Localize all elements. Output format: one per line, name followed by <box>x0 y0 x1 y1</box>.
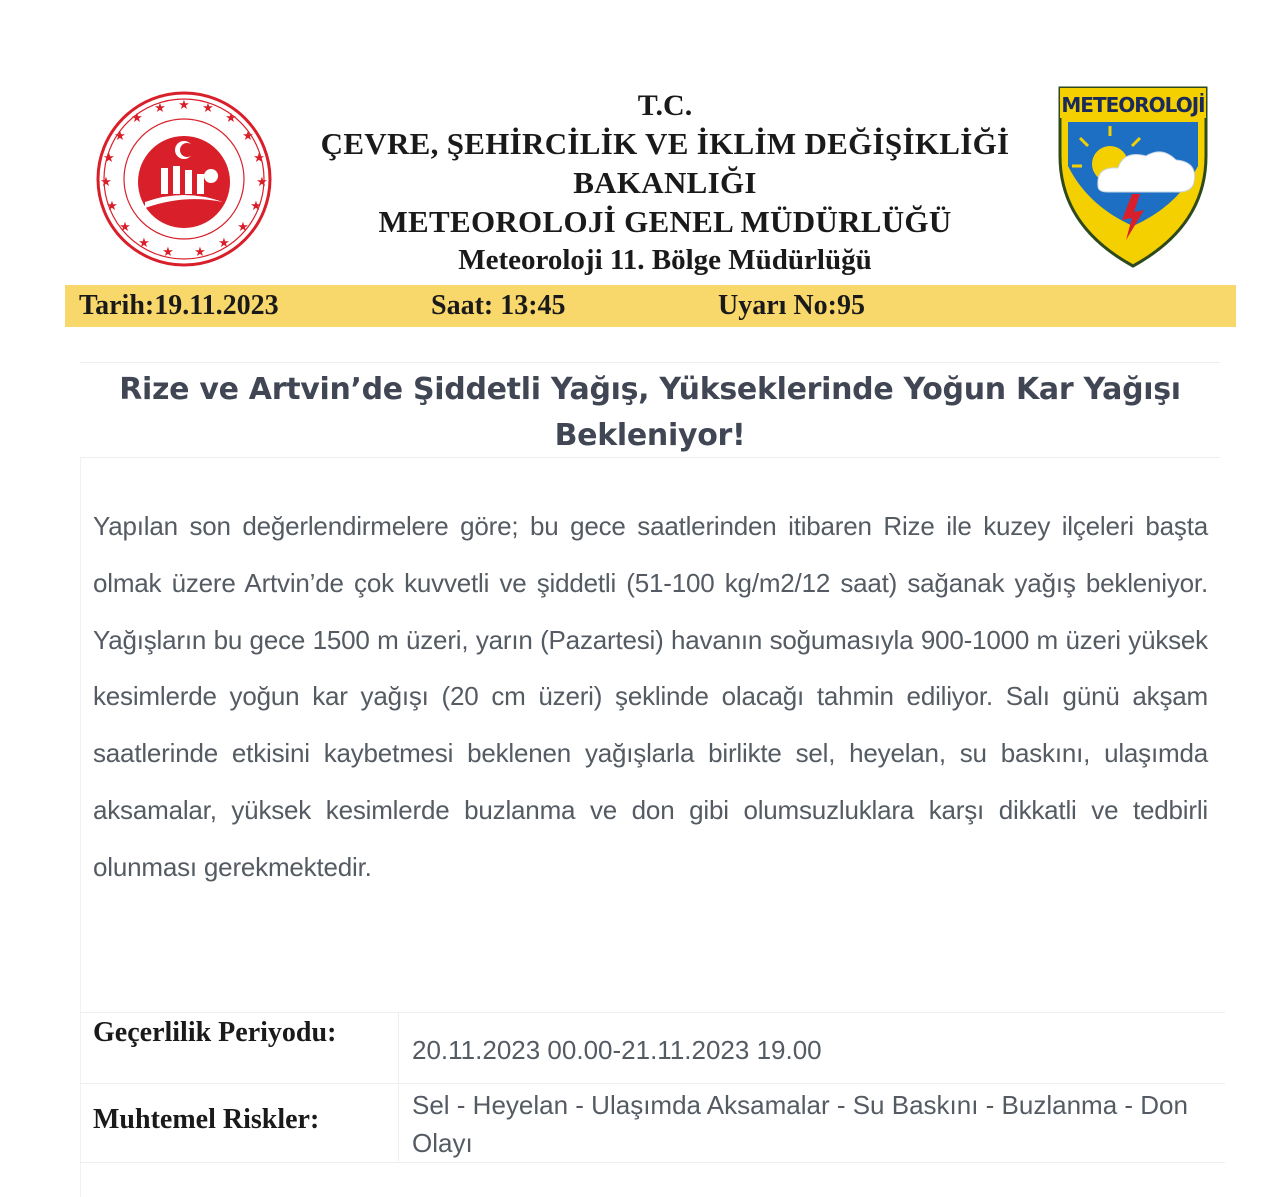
svg-text:★: ★ <box>114 129 126 144</box>
warning-title <box>80 362 1220 458</box>
header-tc: T.C. <box>637 89 693 122</box>
svg-text:★: ★ <box>194 245 206 260</box>
svg-text:★: ★ <box>178 98 190 113</box>
ministry-seal-logo <box>95 90 273 268</box>
svg-text:★: ★ <box>106 199 118 214</box>
details-table <box>80 1012 1225 1163</box>
svg-text:★: ★ <box>250 199 262 214</box>
logo-label: METEOROLOJİ <box>1061 93 1205 117</box>
svg-text:★: ★ <box>202 101 214 116</box>
svg-text:★: ★ <box>242 129 254 144</box>
time-label: Saat: 13:45 <box>431 290 566 321</box>
date-label: Tarih:19.11.2023 <box>79 290 279 321</box>
header-ministry-line2: BAKANLIĞI <box>573 165 757 200</box>
header-regional: Meteoroloji 11. Bölge Müdürlüğü <box>458 244 872 276</box>
svg-text:★: ★ <box>119 220 131 235</box>
warning-body: Yapılan son değerlendirmelere göre; bu gece saatlerinden itibaren Rize ile kuzey ilçeleri başta olmak üzere Artvin’de çok kuvvetli ve şiddetli (51-100 kg/m2/12 saat) sağanak yağış bekleniyor. Yağışların bu gece 1500 m üzeri, yarın (Pazartesi) havanın soğumasıyla 900-1000 m üzeri yüksek kesimlerde yoğun kar yağışı (20 cm üzeri) şeklinde olacağı tahmin ediliyor. Salı günü akşam saatlerinde etkisini kaybetmesi beklenen yağışlarla birlikte sel, heyelan, su baskını, ulaşımda aksamalar, yüksek kesimlerde buzlanma ve don gibi olumsuzluklara karşı dikkatli ve tedbirli olunması gerekmektedir. <box>93 511 1208 882</box>
svg-text:★: ★ <box>253 151 265 166</box>
risks-row <box>80 1083 1225 1163</box>
svg-text:★: ★ <box>225 111 237 126</box>
risks-value: Sel - Heyelan - Ulaşımda Aksamalar - Su Baskını - Buzlanma - Don Olayı <box>412 1090 1188 1158</box>
header-ministry-line1: ÇEVRE, ŞEHİRCİLİK VE İKLİM DEĞİŞİKLİĞİ <box>320 126 1010 161</box>
svg-text:★: ★ <box>154 101 166 116</box>
svg-text:★: ★ <box>256 175 268 190</box>
document-header <box>290 88 1040 279</box>
svg-text:★: ★ <box>218 236 230 251</box>
svg-text:★: ★ <box>237 220 249 235</box>
svg-text:★: ★ <box>131 111 143 126</box>
validity-value: 20.11.2023 00.00-21.11.2023 19.00 <box>412 1035 822 1065</box>
risks-label: Muhtemel Riskler: <box>93 1104 320 1135</box>
meteoroloji-shield-logo <box>1058 86 1208 268</box>
validity-label: Geçerlilik Periyodu: <box>93 1017 337 1048</box>
info-bar <box>65 285 1236 327</box>
title-line1: Rize ve Artvin’de Şiddetli Yağış, Yükseklerinde Yoğun Kar Yağışı <box>119 372 1181 407</box>
warning-number: Uyarı No:95 <box>718 290 865 321</box>
header-directorate: METEOROLOJİ GENEL MÜDÜRLÜĞÜ <box>378 204 952 239</box>
svg-text:★: ★ <box>103 151 115 166</box>
title-line2: Bekleniyor! <box>554 418 746 453</box>
svg-text:★: ★ <box>138 236 150 251</box>
svg-text:★: ★ <box>100 175 112 190</box>
svg-text:★: ★ <box>162 245 174 260</box>
validity-row <box>80 1012 1225 1083</box>
